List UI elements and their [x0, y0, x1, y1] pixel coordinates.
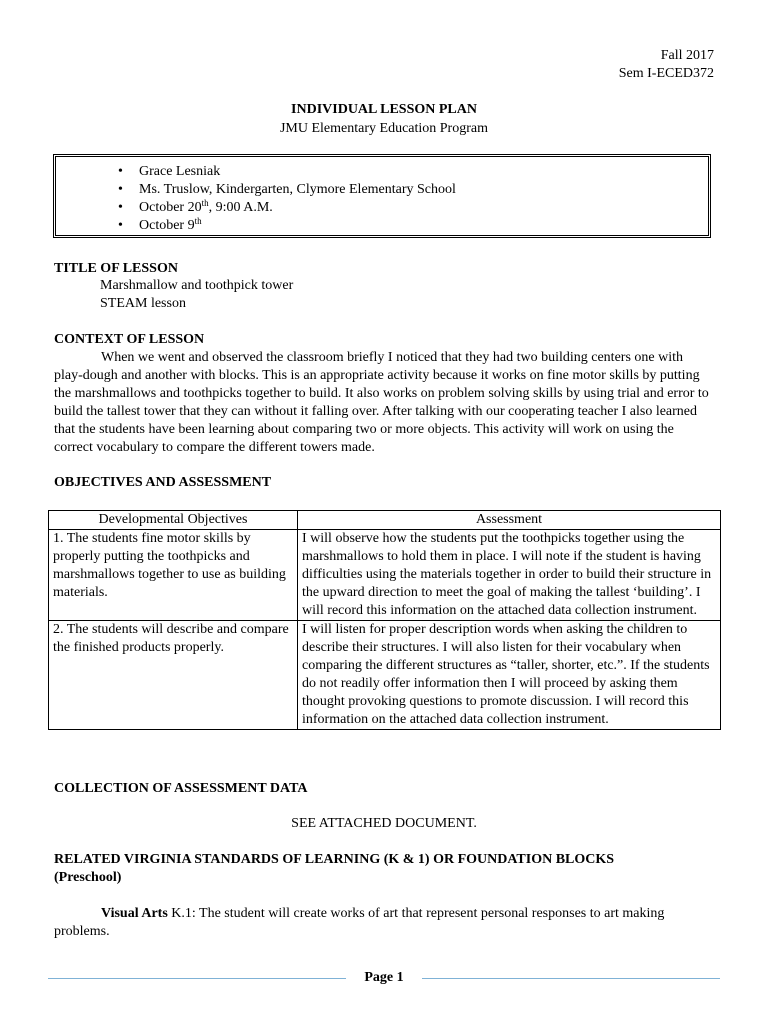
document-title: [0, 100, 768, 138]
bullet-icon: •: [118, 164, 123, 179]
table-header-row: [49, 511, 721, 530]
standards-heading: RELATED VIRGINIA STANDARDS OF LEARNING (K & 1) OR FOUNDATION BLOCKS (Preschool): [54, 852, 615, 885]
column-header-assessment: Assessment: [298, 511, 721, 530]
objective-cell: 2. The students will describe and compare the finished products properly.: [49, 621, 298, 730]
standard-subject: Visual Arts: [101, 906, 168, 921]
objectives-table: [48, 510, 721, 730]
info-list: [118, 163, 456, 235]
page-number: Page 1: [364, 970, 404, 985]
objectives-heading: OBJECTIVES AND ASSESSMENT: [54, 475, 272, 490]
table-row: [49, 530, 721, 621]
objective-cell: 1. The students fine motor skills by properly putting the toothpicks and marshmallows together to use as building materials.: [49, 530, 298, 621]
bullet-icon: •: [118, 218, 123, 233]
bullet-icon: •: [118, 200, 123, 215]
info-item-date-submitted: • October 9th: [118, 216, 202, 233]
program-name: JMU Elementary Education Program: [279, 121, 488, 136]
column-header-objectives: Developmental Objectives: [49, 511, 298, 530]
info-item-name: • Grace Lesniak: [118, 164, 221, 179]
lesson-plan-title: INDIVIDUAL LESSON PLAN: [291, 102, 477, 117]
assessment-cell: I will listen for proper description words when asking the children to describe their structures. I will also listen for their vocabulary when comparing the different structures as “taller, shorter, etc.”. If the students do not readily offer information then I will proceed by asking them thought provoking questions to promote discussion. I will record this information on the attached data collection instrument.: [298, 621, 721, 730]
header-course-info: [619, 47, 714, 82]
table-row: [49, 621, 721, 730]
lesson-type-line: STEAM lesson: [100, 296, 186, 311]
course-label: Sem I-ECED372: [618, 65, 714, 81]
assessment-cell: I will observe how the students put the toothpicks together using the marshmallows to hold them in place. I will note if the student is having difficulties using the materials together in order to build their structure in the upward direction to meet the goal of making the tallest ‘building’. I will record this information on the attached data collection instrument.: [298, 530, 721, 621]
title-of-lesson-heading: TITLE OF LESSON: [54, 261, 178, 276]
info-item-date-taught: • October 20th, 9:00 A.M.: [118, 198, 273, 215]
info-box: [53, 154, 711, 238]
lesson-title-line: Marshmallow and toothpick tower: [100, 278, 294, 293]
info-item-teacher: • Ms. Truslow, Kindergarten, Clymore Elementary School: [118, 182, 456, 197]
bullet-icon: •: [118, 182, 123, 197]
standards-paragraph: Visual Arts K.1: The student will create works of art that represent personal responses to art making problems.: [54, 906, 665, 939]
see-attached-text: SEE ATTACHED DOCUMENT.: [291, 816, 477, 831]
context-heading: CONTEXT OF LESSON: [54, 332, 205, 347]
context-paragraph: When we went and observed the classroom briefly I noticed that they had two building centers one with play-dough and another with blocks. This is an appropriate activity because it works on fine motor skills by putting the marshmallows and toothpicks together to build. It also works on problem solving skills by using trial and error to build the tallest tower that they can without it falling over. After talking with our cooperating teacher I also learned that the students have been learning about comparing two or more objects. This activity will work on using the correct vocabulary to compare the different towers made.: [54, 350, 709, 455]
term-label: Fall 2017: [660, 48, 714, 63]
collection-heading: COLLECTION OF ASSESSMENT DATA: [54, 781, 308, 796]
